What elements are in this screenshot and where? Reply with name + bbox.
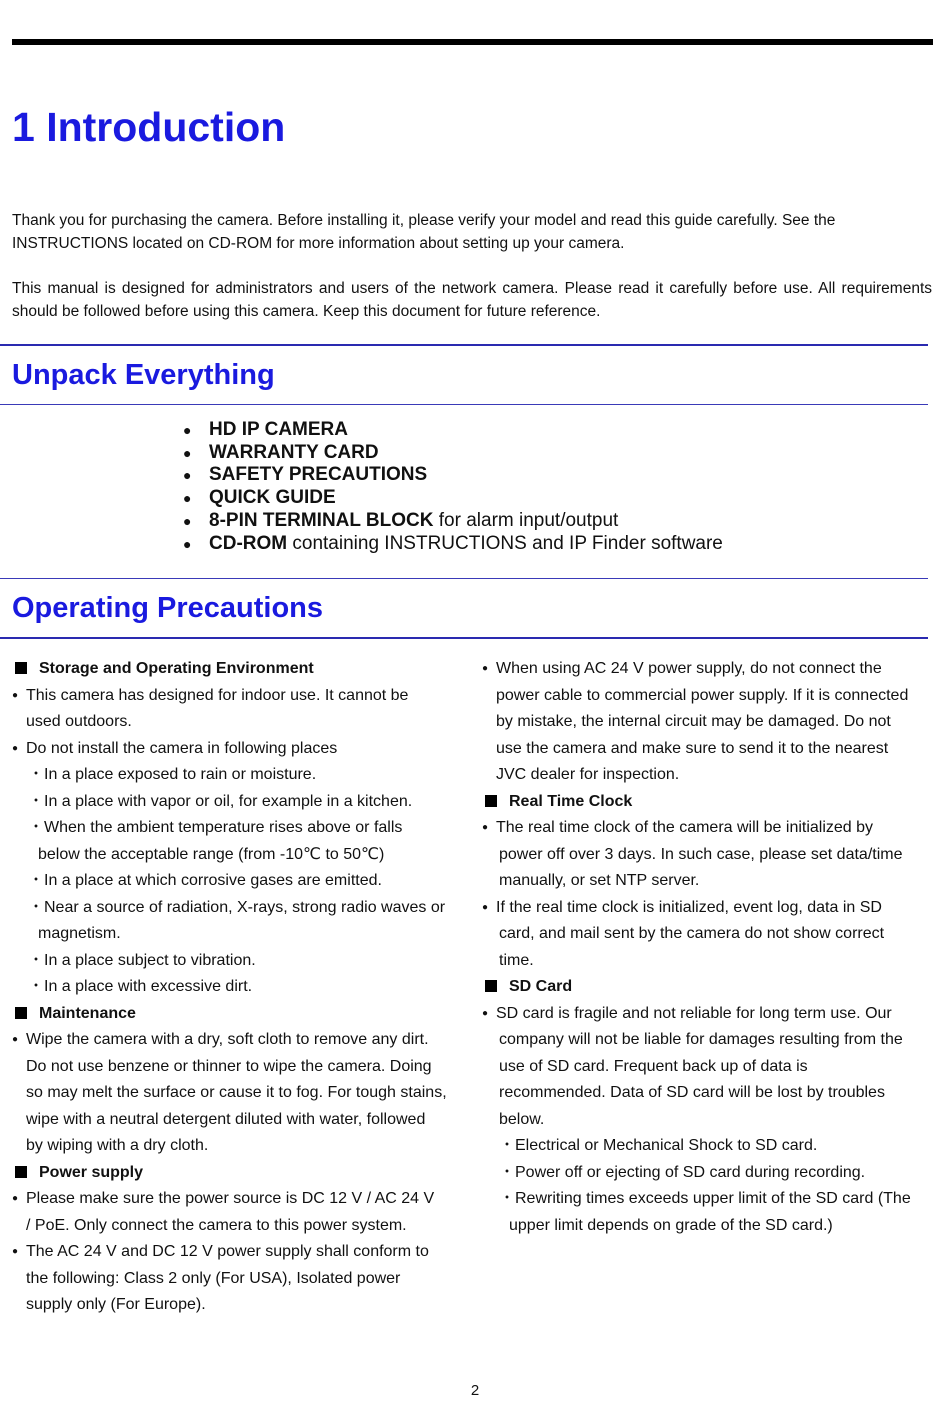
text-line: use of SD card. Frequent back up of data is	[499, 1057, 808, 1075]
text-line: wipe with a neutral detergent diluted with water, followed	[26, 1110, 426, 1128]
text-line: below.	[499, 1110, 545, 1128]
bullet-icon: ●	[183, 422, 192, 438]
text-line: company will not be liable for damages resulting from the	[499, 1031, 903, 1048]
text-line: power off over 3 days. In such case, please set data/time	[499, 845, 903, 863]
bullet-icon: ●	[12, 1193, 19, 1204]
bullet-icon: ●	[12, 689, 19, 701]
bullet-icon: ●	[183, 444, 192, 461]
text-line: ・In a place with vapor or oil, for example in a kitchen.	[28, 792, 413, 810]
unpack-item: ● SAFETY PRECAUTIONS	[183, 464, 428, 486]
intro-paragraph-2: This manual is designed for administrators and users of the network camera. Please read it carefully before use. All requirements should be followed before using this camera. Keep this document for future reference.	[12, 280, 932, 320]
precautions-right-column	[482, 656, 942, 1239]
text-line: recommended. Data of SD card will be lost by troubles	[499, 1084, 885, 1101]
section-title-unpack: Unpack Everything	[12, 359, 275, 391]
square-bullet-icon	[15, 1166, 27, 1178]
text-line: time.	[499, 951, 534, 969]
bullet-icon: ●	[183, 535, 192, 552]
bullet-icon: ●	[12, 742, 19, 754]
subsection-heading: Storage and Operating Environment	[12, 656, 472, 683]
square-bullet-icon	[485, 980, 497, 992]
subsection-heading: SD Card	[482, 974, 942, 1001]
text-line: ・In a place at which corrosive gases are emitted.	[28, 872, 382, 889]
unpack-item: ● QUICK GUIDE	[183, 487, 336, 509]
bullet-line: ● If the real time clock is initialized, event log, data in SD	[482, 895, 942, 922]
bullet-line: ● The AC 24 V and DC 12 V power supply shall conform to	[12, 1239, 472, 1266]
bullet-line: ● Wipe the camera with a dry, soft cloth to remove any dirt.	[12, 1027, 472, 1054]
intro-paragraph-1: Thank you for purchasing the camera. Before installing it, please verify your model and read this guide carefully. See the INSTRUCTIONS located on CD-ROM for more information about setting up your camera.	[12, 212, 836, 252]
bullet-icon: ●	[183, 490, 192, 507]
section-rule-unpack-bottom	[0, 404, 928, 405]
section-rule-unpack-top	[0, 344, 928, 346]
text-line: ・When the ambient temperature rises above or falls	[28, 819, 403, 836]
text-line: upper limit depends on grade of the SD card.)	[509, 1216, 833, 1234]
precautions-left-column	[12, 656, 472, 1319]
bullet-icon: ●	[482, 822, 489, 833]
square-bullet-icon	[15, 1007, 27, 1019]
text-line: ・Near a source of radiation, X-rays, strong radio waves or	[28, 898, 446, 916]
bullet-icon: ●	[482, 663, 489, 674]
bullet-icon: ●	[12, 1034, 19, 1045]
unpack-item: ● CD-ROM containing INSTRUCTIONS and IP Finder software	[183, 532, 723, 554]
text-line: / PoE. Only connect the camera to this power system.	[26, 1216, 407, 1234]
subsection-heading: Power supply	[12, 1160, 472, 1187]
text-line: Do not use benzene or thinner to wipe the camera. Doing	[26, 1057, 432, 1075]
page-number: 2	[470, 1382, 480, 1399]
text-line: ・Rewriting times exceeds upper limit of the SD card (The	[499, 1190, 911, 1207]
square-bullet-icon	[15, 662, 27, 674]
text-line: use the camera and make sure to send it to the nearest	[496, 739, 889, 757]
text-line: ・Electrical or Mechanical Shock to SD card.	[499, 1137, 818, 1154]
text-line: ・In a place with excessive dirt.	[28, 978, 253, 995]
section-title-precautions: Operating Precautions	[12, 592, 324, 624]
bullet-icon: ●	[12, 1246, 19, 1257]
bullet-icon: ●	[183, 512, 192, 529]
text-line: JVC dealer for inspection.	[496, 766, 680, 783]
text-line: magnetism.	[38, 925, 121, 942]
bullet-icon: ●	[482, 1007, 489, 1019]
text-line: supply only (For Europe).	[26, 1296, 206, 1313]
subsection-heading: Real Time Clock	[482, 789, 942, 816]
text-line: card, and mail sent by the camera do not show correct	[499, 925, 885, 942]
subsection-heading: Maintenance	[12, 1001, 472, 1028]
top-rule	[12, 39, 933, 45]
bullet-line: ● Please make sure the power source is DC 12 V / AC 24 V	[12, 1186, 472, 1213]
chapter-title: 1 Introduction	[12, 104, 286, 150]
bullet-line: ● This camera has designed for indoor use. It cannot be	[12, 683, 472, 710]
bullet-line: ● When using AC 24 V power supply, do not connect the	[482, 656, 942, 683]
text-line: manually, or set NTP server.	[499, 872, 700, 889]
bullet-icon: ●	[482, 901, 489, 913]
unpack-list	[180, 419, 723, 555]
text-line: ・Power off or ejecting of SD card during recording.	[499, 1163, 866, 1181]
text-line: ・In a place subject to vibration.	[28, 951, 256, 969]
text-line: the following: Class 2 only (For USA), Isolated power	[26, 1269, 401, 1287]
unpack-item: ● 8-PIN TERMINAL BLOCK for alarm input/output	[183, 509, 619, 531]
unpack-item: ● WARRANTY CARD	[183, 441, 379, 463]
text-line: used outdoors.	[26, 713, 132, 730]
text-line: by wiping with a dry cloth.	[26, 1137, 209, 1154]
bullet-icon: ●	[183, 467, 192, 484]
text-line: so may melt the surface or cause it to fog. For tough stains,	[26, 1084, 447, 1101]
text-line: below the acceptable range (from -10℃ to 50℃)	[38, 845, 385, 863]
bullet-line: ● The real time clock of the camera will be initialized by	[482, 815, 942, 842]
bullet-line: ● SD card is fragile and not reliable for long term use. Our	[482, 1001, 942, 1028]
unpack-item: ● HD IP CAMERA	[183, 419, 348, 440]
section-rule-precautions-bottom	[0, 637, 928, 639]
square-bullet-icon	[485, 795, 497, 807]
text-line: power cable to commercial power supply. If it is connected	[496, 686, 909, 704]
text-line: by mistake, the internal circuit may be damaged. Do not	[496, 713, 891, 730]
text-line: ・In a place exposed to rain or moisture.	[28, 766, 317, 783]
bullet-line: ● Do not install the camera in following places	[12, 736, 472, 763]
section-rule-precautions-top	[0, 578, 928, 579]
